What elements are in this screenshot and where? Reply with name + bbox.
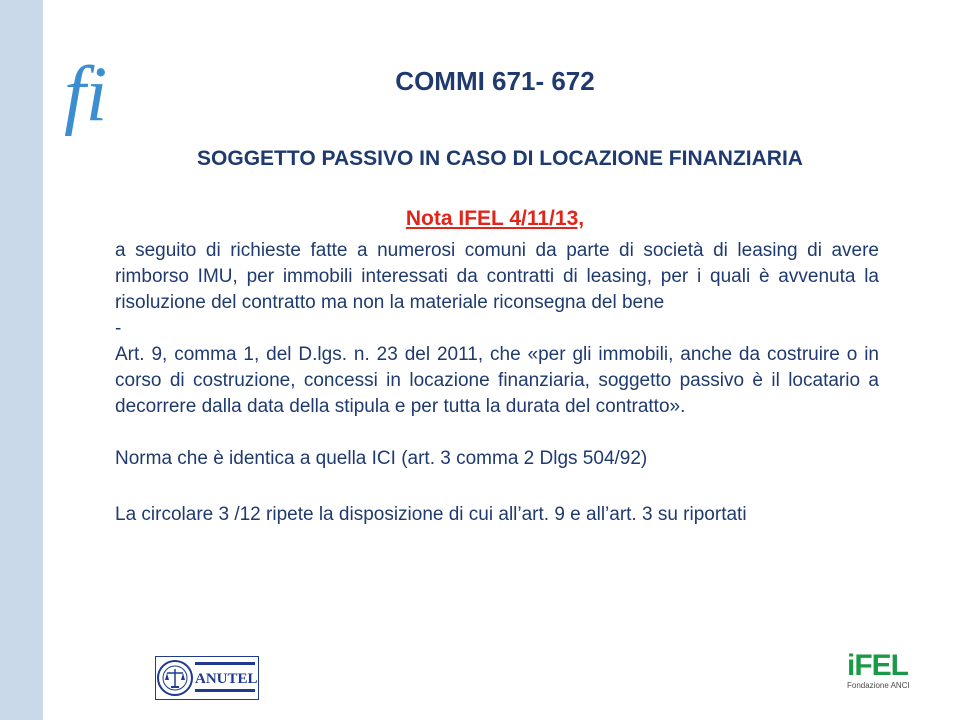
ifel-tagline: Fondazione ANCI bbox=[847, 681, 910, 690]
svg-text:ANUTEL: ANUTEL bbox=[195, 671, 258, 687]
paragraph-ici-norm: Norma che è identica a quella ICI (art. 3 comma 2 Dlgs 504/92) bbox=[115, 448, 648, 469]
note-reference-text: Nota IFEL 4/11/13, bbox=[405, 207, 585, 230]
side-band bbox=[0, 0, 43, 720]
ifel-logo bbox=[847, 651, 919, 703]
ifel-wordmark: iFEL bbox=[847, 649, 908, 682]
body-text bbox=[115, 238, 879, 531]
note-reference bbox=[0, 205, 960, 233]
spacer bbox=[115, 420, 879, 446]
paragraph-leasing-requests: a seguito di richieste fatte a numerosi comuni da parte di società di leasing di avere rimborso IMU, per immobili interessati da contratti di leasing, per i quali è avvenuta la risoluzione del contratto ma non la materiale riconsegna del bene bbox=[115, 240, 879, 313]
spacer bbox=[115, 472, 879, 498]
paragraph-article-9: Art. 9, comma 1, del D.lgs. n. 23 del 2011, che «per gli immobili, anche da costruire o in corso di costruzione, concessi in locazione finanziaria, soggetto passivo è il locatario a decorrere dalla data della stipula e per tutta la durata del contratto». bbox=[115, 344, 879, 417]
anutel-logo bbox=[155, 656, 259, 700]
paragraph-circolare: La circolare 3 /12 ripete la disposizione di cui all’art. 9 e all’art. 3 su riportati bbox=[115, 504, 747, 525]
svg-text:fi: fi bbox=[64, 54, 108, 136]
dash-separator: - bbox=[115, 318, 122, 339]
slide-subtitle: SOGGETTO PASSIVO IN CASO DI LOCAZIONE FINANZIARIA bbox=[197, 147, 803, 170]
slide-title: COMMI 671- 672 bbox=[395, 66, 595, 96]
